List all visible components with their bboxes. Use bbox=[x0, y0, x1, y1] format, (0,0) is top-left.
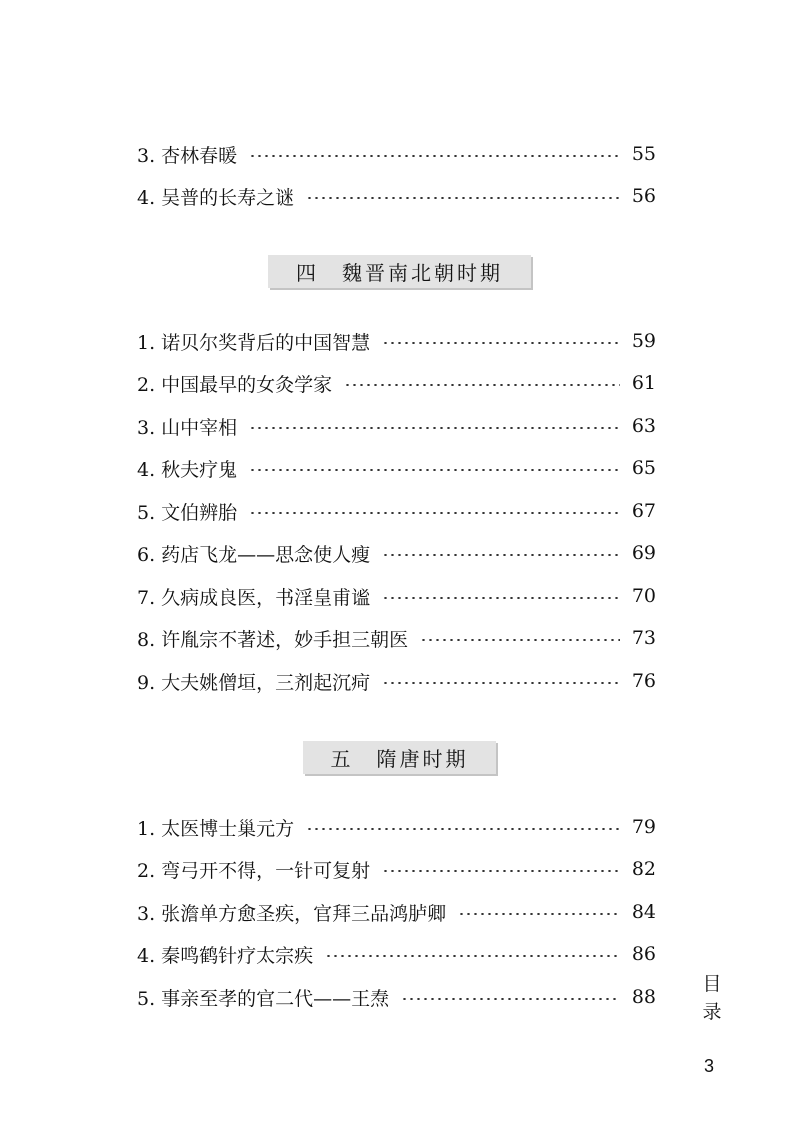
toc-entry[interactable] bbox=[137, 496, 656, 526]
toc-leader-dots bbox=[249, 512, 620, 514]
toc-entry[interactable] bbox=[137, 812, 656, 842]
toc-entry-title: 2. 中国最早的女灸学家 bbox=[137, 373, 333, 396]
toc-entry-page: 63 bbox=[631, 415, 656, 437]
toc-entry[interactable] bbox=[137, 411, 656, 441]
toc-entry[interactable] bbox=[137, 666, 656, 696]
toc-entry[interactable] bbox=[137, 139, 656, 169]
toc-entry-page: 84 bbox=[631, 901, 656, 923]
toc-entry-title: 5. 文伯辨胎 bbox=[137, 501, 238, 524]
side-section-label: 目录 bbox=[702, 973, 722, 1023]
toc-leader-dots bbox=[382, 597, 620, 599]
toc-entry-page: 56 bbox=[631, 185, 656, 207]
toc-leader-dots bbox=[325, 955, 620, 957]
toc-leader-dots bbox=[249, 155, 620, 157]
toc-entry[interactable] bbox=[137, 538, 656, 568]
toc-entry-title: 1. 诺贝尔奖背后的中国智慧 bbox=[137, 331, 371, 354]
toc-entry-title: 4. 秋夫疗鬼 bbox=[137, 458, 238, 481]
toc-entry-title: 3. 张澹单方愈圣疾，官拜三品鸿胪卿 bbox=[137, 902, 447, 925]
toc-leader-dots bbox=[420, 639, 620, 641]
toc-leader-dots bbox=[344, 384, 620, 386]
toc-entry-page: 59 bbox=[631, 330, 656, 352]
toc-entry[interactable] bbox=[137, 326, 656, 356]
toc-entry-page: 76 bbox=[631, 670, 656, 692]
toc-entry-title: 4. 吴普的长寿之谜 bbox=[137, 186, 295, 209]
toc-leader-dots bbox=[382, 342, 620, 344]
toc-entry-page: 67 bbox=[631, 500, 656, 522]
page-number: 3 bbox=[704, 1056, 715, 1076]
toc-leader-dots bbox=[306, 197, 620, 199]
toc-entry-title: 6. 药店飞龙——思念使人瘦 bbox=[137, 543, 371, 566]
toc-leader-dots bbox=[249, 469, 620, 471]
toc-leader-dots bbox=[382, 554, 620, 556]
toc-entry[interactable] bbox=[137, 897, 656, 927]
toc-entry-page: 70 bbox=[631, 585, 656, 607]
toc-entry[interactable] bbox=[137, 368, 656, 398]
section-heading-5: 五 隋唐时期 bbox=[303, 741, 496, 774]
toc-entry-title: 7. 久病成良医，书淫皇甫谧 bbox=[137, 586, 371, 609]
toc-entry[interactable] bbox=[137, 982, 656, 1012]
toc-leader-dots bbox=[249, 427, 620, 429]
toc-entry-title: 8. 许胤宗不著述，妙手担三朝医 bbox=[137, 628, 409, 651]
toc-entry[interactable] bbox=[137, 939, 656, 969]
toc-entry-title: 1. 太医博士巢元方 bbox=[137, 817, 295, 840]
toc-entry-page: 55 bbox=[631, 143, 656, 165]
toc-leader-dots bbox=[382, 870, 620, 872]
toc-entry-page: 61 bbox=[631, 372, 656, 394]
toc-entry-page: 69 bbox=[631, 542, 656, 564]
toc-entry-title: 3. 杏林春暖 bbox=[137, 144, 238, 167]
toc-entry-page: 86 bbox=[631, 943, 656, 965]
toc-entry-title: 4. 秦鸣鹤针疗太宗疾 bbox=[137, 944, 314, 967]
toc-entry[interactable] bbox=[137, 181, 656, 211]
toc-entry[interactable] bbox=[137, 854, 656, 884]
toc-leader-dots bbox=[458, 913, 620, 915]
toc-entry-page: 79 bbox=[631, 816, 656, 838]
toc-entry-page: 73 bbox=[631, 627, 656, 649]
toc-entry-page: 88 bbox=[631, 986, 656, 1008]
toc-entry-title: 2. 弯弓开不得，一针可复射 bbox=[137, 859, 371, 882]
toc-entry[interactable] bbox=[137, 581, 656, 611]
toc-entry[interactable] bbox=[137, 453, 656, 483]
toc-entry-title: 5. 事亲至孝的官二代——王焘 bbox=[137, 987, 390, 1010]
toc-entry-page: 65 bbox=[631, 457, 656, 479]
toc-leader-dots bbox=[401, 998, 620, 1000]
toc-leader-dots bbox=[382, 682, 620, 684]
toc-entry[interactable] bbox=[137, 623, 656, 653]
toc-entry-page: 82 bbox=[631, 858, 656, 880]
toc-entry-title: 3. 山中宰相 bbox=[137, 416, 238, 439]
section-heading-4: 四 魏晋南北朝时期 bbox=[268, 255, 531, 288]
toc-entry-title: 9. 大夫姚僧垣，三剂起沉疴 bbox=[137, 671, 371, 694]
toc-leader-dots bbox=[306, 828, 620, 830]
